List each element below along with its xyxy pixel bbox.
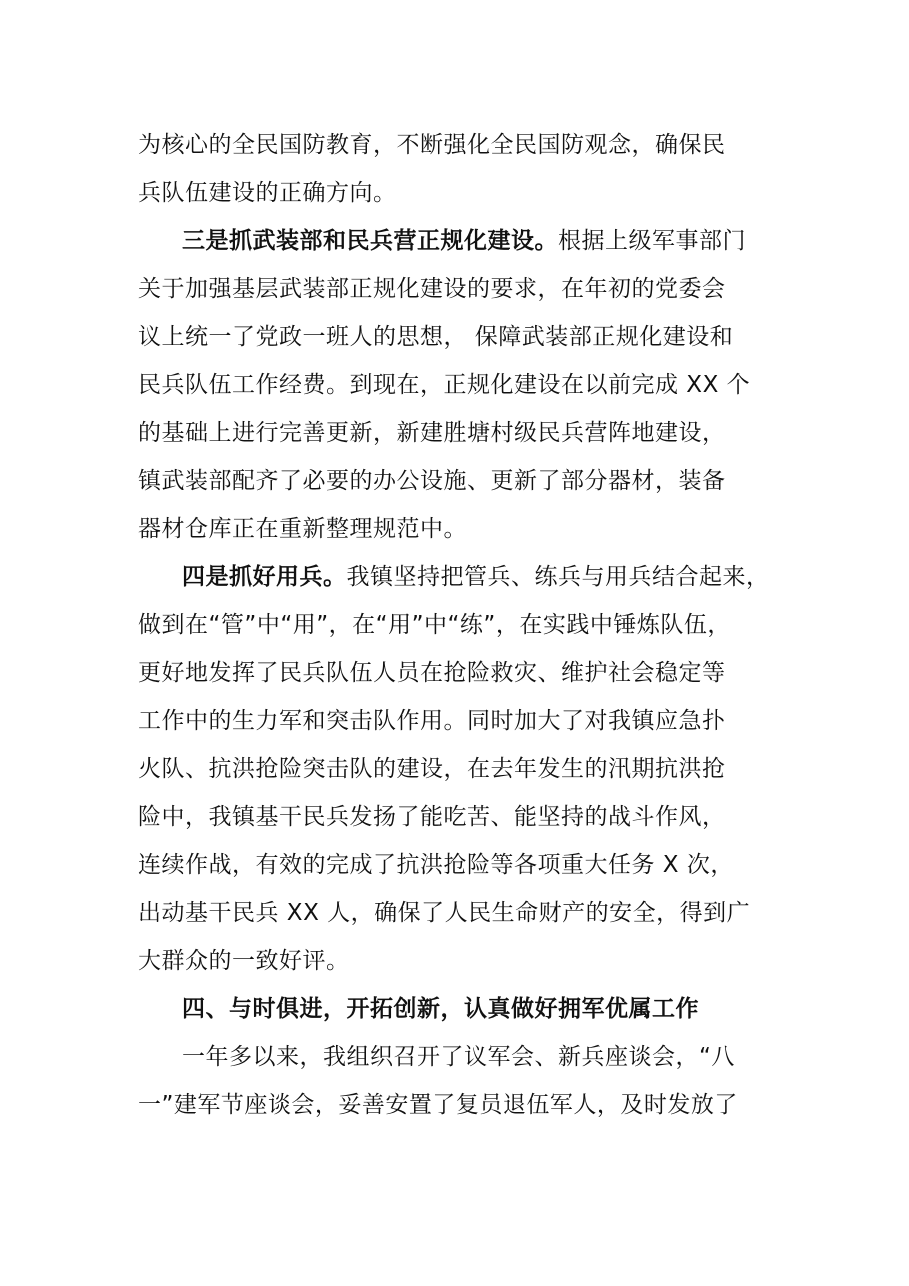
text-line: 器材仓库正在重新整理规范中。 — [138, 516, 467, 542]
text-line: 火队、抗洪抢险突击队的建设，在去年发生的汛期抗洪抢 — [138, 756, 726, 782]
text-line: 兵队伍建设的正确方向。 — [138, 180, 397, 206]
text-line: 议上统一了党政一班人的思想， 保障武装部正规化建设和 — [138, 324, 734, 350]
paragraph-3-first-line — [182, 226, 746, 256]
text-line: 做到在“管”中“用”，在“用”中“练”，在实践中锤炼队伍， — [138, 612, 731, 638]
text-line: 更好地发挥了民兵队伍人员在抢险救灾、维护社会稳定等 — [138, 660, 726, 686]
text-line: 为核心的全民国防教育，不断强化全民国防观念，确保民 — [138, 132, 726, 158]
paragraph-4-first-line — [182, 562, 770, 592]
paragraph-4-heading: 四是抓好用兵。 — [182, 564, 347, 590]
text-line: 连续作战，有效的完成了抗洪抢险等各项重大任务 X 次， — [138, 852, 734, 878]
text-line: 民兵队伍工作经费。到现在，正规化建设在以前完成 XX 个 — [138, 372, 751, 398]
text-line: 的基础上进行完善更新，新建胜塘村级民兵营阵地建设， — [138, 420, 726, 446]
text-line: 一”建军节座谈会，妥善安置了复员退伍军人，及时发放了 — [138, 1092, 738, 1118]
section-heading: 四、与时俱进，开拓创新，认真做好拥军优属工作 — [182, 996, 699, 1022]
text-line: 关于加强基层武装部正规化建设的要求，在年初的党委会 — [138, 276, 726, 302]
text-line: 一年多以来，我组织召开了议军会、新兵座谈会，“八 — [182, 1044, 735, 1070]
paragraph-4-text: 我镇坚持把管兵、练兵与用兵结合起来， — [346, 564, 770, 590]
text-line: 大群众的一致好评。 — [138, 948, 350, 974]
text-line: 出动基干民兵 XX 人，确保了人民生命财产的安全，得到广 — [138, 900, 751, 926]
paragraph-3-heading: 三是抓武装部和民兵营正规化建设。 — [182, 228, 558, 254]
text-line: 工作中的生力军和突击队作用。同时加大了对我镇应急扑 — [138, 708, 726, 734]
text-line: 镇武装部配齐了必要的办公设施、更新了部分器材，装备 — [138, 468, 726, 494]
paragraph-3-text: 根据上级军事部门 — [558, 228, 746, 254]
text-line: 险中，我镇基干民兵发扬了能吃苦、能坚持的战斗作风， — [138, 804, 726, 830]
